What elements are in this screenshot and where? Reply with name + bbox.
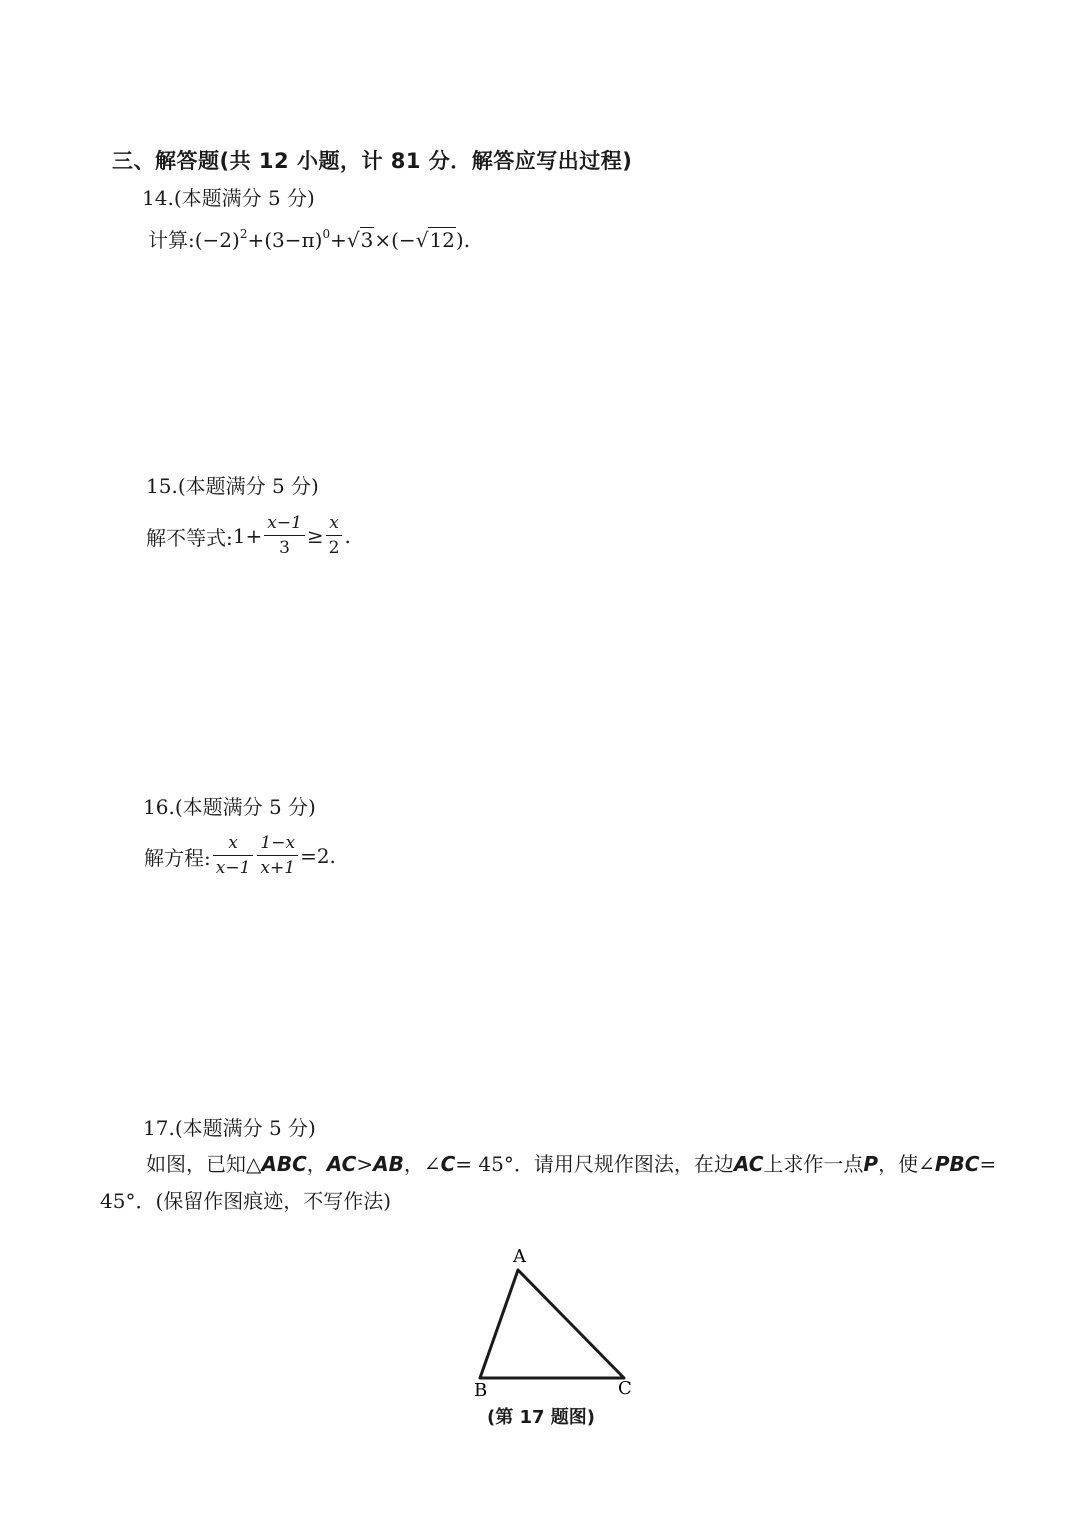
question-17-figure [460, 1240, 660, 1400]
q17-side-ab: AB [373, 1152, 404, 1176]
q16-fraction-1-numerator: x [213, 835, 254, 856]
q14-expr-part1: (−2) [194, 228, 240, 252]
q14-radicand-1: 3 [360, 228, 374, 252]
question-14-header [142, 182, 315, 211]
q17-text-e: 上求作一点 [763, 1152, 864, 1176]
q14-exponent-2: 0 [322, 227, 331, 241]
q17-text-b: ， [306, 1152, 327, 1176]
q17-angle-c: C [440, 1152, 456, 1176]
q17-text-a: 如图，已知△ [146, 1152, 262, 1176]
figure-caption: (第 17 题图) [487, 1407, 596, 1428]
q15-fraction-2-numerator: x [326, 515, 343, 536]
q14-expr-part4: ×(− [374, 228, 416, 252]
vertex-a-label: A [513, 1246, 526, 1267]
question-15-header [146, 470, 319, 499]
section-heading: 三、解答题(共 12 小题，计 81 分．解答应写出过程) [112, 149, 633, 173]
q17-text-d: = 45°．请用尺规作图法，在边 [455, 1152, 734, 1176]
q16-fraction-1 [213, 835, 254, 877]
question-14-body [148, 224, 470, 253]
question-16-number: 16. [143, 795, 175, 819]
q14-expr-part5: ). [455, 228, 471, 252]
vertex-b-label: B [474, 1380, 488, 1400]
question-17-number: 17. [143, 1116, 175, 1140]
q14-expr-part2: +(3−π) [247, 228, 323, 252]
q15-lead: 1+ [232, 524, 263, 548]
q16-end: =2. [300, 844, 336, 868]
question-15-number: 15. [146, 474, 178, 498]
triangle-abc [480, 1270, 624, 1378]
q17-text-gt: > [356, 1152, 374, 1176]
question-17-score: (本题满分 5 分) [174, 1116, 316, 1140]
q17-angle-pbc: PBC [934, 1152, 980, 1176]
q17-point-p: P [863, 1152, 879, 1176]
question-16-header [143, 791, 316, 820]
question-16-score: (本题满分 5 分) [174, 795, 316, 819]
sqrt-icon: √ [346, 228, 360, 252]
question-15-body [146, 506, 351, 566]
sqrt-icon: √ [415, 228, 429, 252]
question-16-prompt: 解方程: [144, 845, 211, 870]
question-17-line-2: 45°．(保留作图痕迹，不写作法) [100, 1189, 392, 1213]
q17-side-ac-2: AC [733, 1152, 764, 1176]
question-15-score: (本题满分 5 分) [177, 474, 319, 498]
vertex-c-label: C [618, 1378, 632, 1399]
q16-fraction-2 [257, 835, 298, 877]
q14-exponent-1: 2 [239, 227, 248, 241]
q15-fraction-1-denominator: 3 [279, 538, 290, 558]
q15-end: . [344, 524, 351, 548]
q16-fraction-2-numerator: 1−x [257, 835, 298, 856]
q15-fraction-1-numerator: x−1 [264, 515, 305, 536]
q15-fraction-1 [264, 515, 305, 557]
question-14-number: 14. [142, 186, 174, 210]
q17-triangle-name: ABC [261, 1152, 307, 1176]
question-14-score: (本题满分 5 分) [173, 186, 315, 210]
question-16-body [144, 826, 336, 886]
q17-text-g: = [979, 1152, 997, 1176]
q17-side-ac: AC [326, 1152, 357, 1176]
question-17-line-1 [146, 1148, 996, 1177]
q17-text-c: ，∠ [403, 1152, 441, 1176]
q16-fraction-1-denominator: x−1 [215, 858, 251, 878]
q14-expr-part3: + [330, 228, 347, 252]
question-14-prompt: 计算: [148, 228, 195, 252]
question-17-header [143, 1112, 316, 1141]
q15-fraction-2-denominator: 2 [328, 538, 340, 558]
q17-text-f: ，使∠ [878, 1152, 935, 1176]
q15-fraction-2 [326, 515, 343, 557]
q16-fraction-2-denominator: x+1 [260, 858, 296, 878]
question-15-prompt: 解不等式: [146, 525, 233, 550]
q15-operator: ≥ [306, 524, 324, 548]
q14-radicand-2: 12 [429, 228, 455, 252]
